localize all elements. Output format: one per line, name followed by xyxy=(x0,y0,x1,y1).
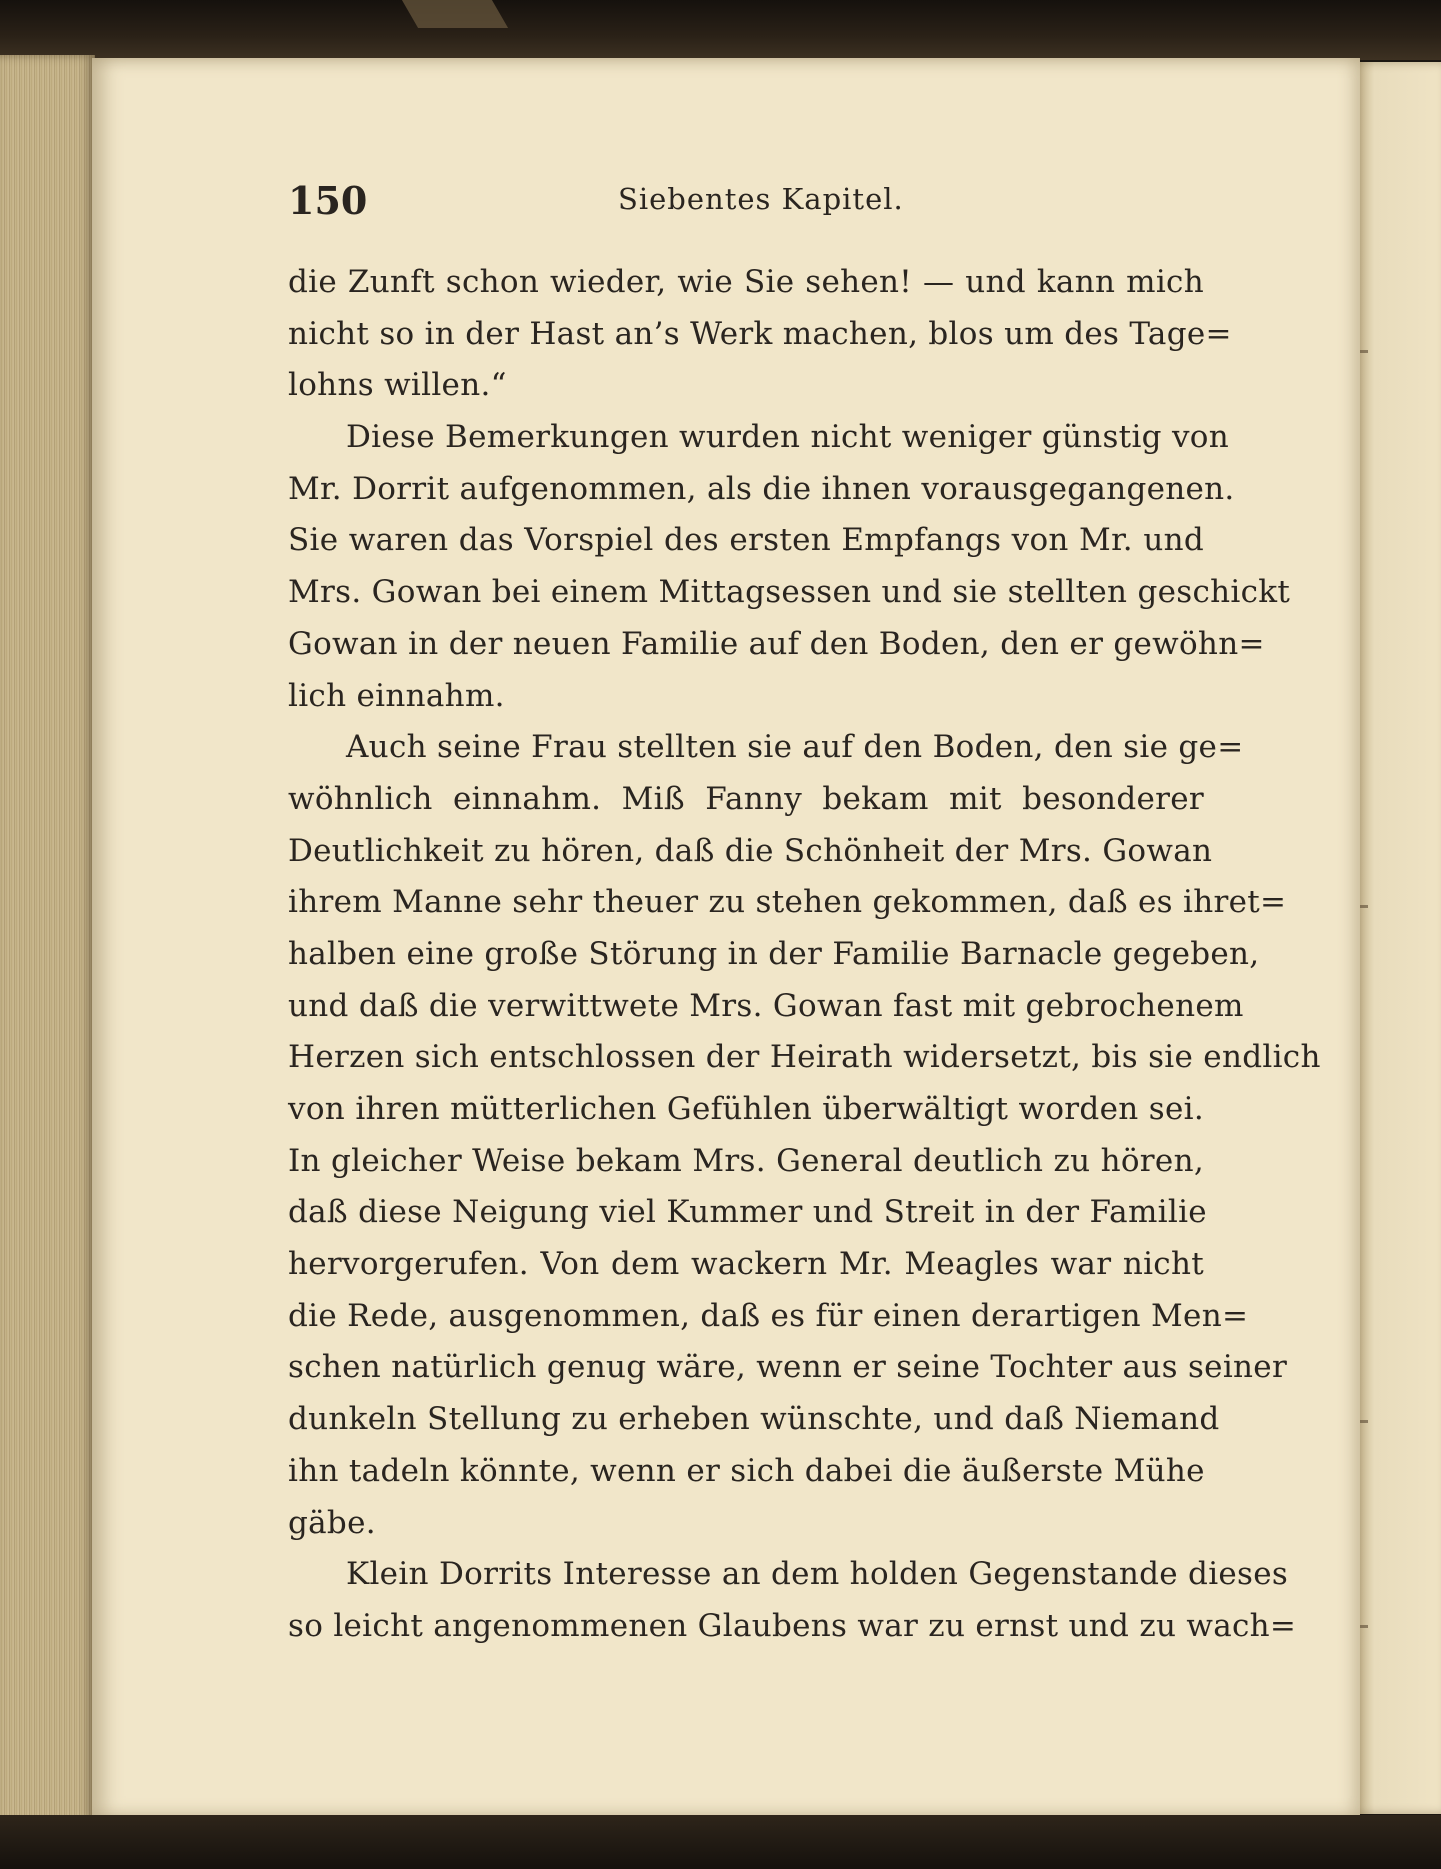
text-line: wöhnlich einnahm. Miß Fanny bekam mit besonderer xyxy=(288,780,1204,817)
text-line: so leicht angenommenen Glaubens war zu ernst und zu wach= xyxy=(288,1607,1297,1644)
text-line: Gowan in der neuen Familie auf den Boden, den er gewöhn= xyxy=(288,625,1265,662)
text-line: nicht so in der Hast an’s Werk machen, blos um des Tage= xyxy=(288,315,1232,352)
text-line: die Zunft schon wieder, wie Sie sehen! — und kann mich xyxy=(288,264,1204,300)
margin-mark xyxy=(1360,1420,1368,1423)
text-line: Sie waren das Vorspiel des ersten Empfangs von Mr. und xyxy=(288,522,1204,559)
margin-mark xyxy=(1360,350,1368,353)
text-line: Mrs. Gowan bei einem Mittagsessen und sie stellten geschickt xyxy=(288,574,1291,611)
page-body xyxy=(288,257,1321,1653)
text-line: Herzen sich entschlossen der Heirath widersetzt, bis sie endlich xyxy=(288,1039,1321,1076)
bookmark-ribbon xyxy=(402,0,508,28)
margin-mark xyxy=(1360,905,1368,908)
text-line: schen natürlich genug wäre, wenn er seine Tochter aus seiner xyxy=(288,1349,1288,1386)
text-line: Auch seine Frau stellten sie auf den Boden, den sie ge= xyxy=(346,729,1244,766)
text-line: lich einnahm. xyxy=(288,677,505,714)
text-line: daß diese Neigung viel Kummer und Streit in der Familie xyxy=(288,1194,1207,1231)
page-stack-edges xyxy=(0,55,95,1825)
text-line: lohns willen.“ xyxy=(288,367,507,404)
text-line: Deutlichkeit zu hören, daß die Schönheit der Mrs. Gowan xyxy=(288,832,1213,869)
text-line: halben eine große Störung in der Familie Barnacle gegeben, xyxy=(288,935,1260,972)
running-head: Siebentes Kapitel. xyxy=(618,182,904,216)
text-line: gäbe. xyxy=(288,1504,376,1541)
text-line: hervorgerufen. Von dem wackern Mr. Meagles war nicht xyxy=(288,1246,1204,1283)
text-line: Mr. Dorrit aufgenommen, als die ihnen vorausgegangenen. xyxy=(288,470,1235,507)
book-binding-top xyxy=(0,0,1441,60)
page-header xyxy=(288,178,1204,228)
text-line: die Rede, ausgenommen, daß es für einen derartigen Men= xyxy=(288,1297,1249,1334)
page-number: 150 xyxy=(288,178,368,223)
text-line: dunkeln Stellung zu erheben wünschte, und daß Niemand xyxy=(288,1401,1220,1438)
facing-page-edge xyxy=(1352,62,1441,1814)
text-line: und daß die verwittwete Mrs. Gowan fast mit gebrochenem xyxy=(288,987,1244,1024)
text-line: Klein Dorrits Interesse an dem holden Gegenstande dieses xyxy=(346,1556,1289,1593)
text-line: ihrem Manne sehr theuer zu stehen gekommen, daß es ihret= xyxy=(288,884,1287,921)
book-binding-bottom xyxy=(0,1815,1441,1869)
text-line: Diese Bemerkungen wurden nicht weniger günstig von xyxy=(346,419,1229,456)
text-line: von ihren mütterlichen Gefühlen überwältigt worden sei. xyxy=(288,1091,1204,1127)
margin-mark xyxy=(1360,1625,1368,1628)
text-line: ihn tadeln könnte, wenn er sich dabei die äußerste Mühe xyxy=(288,1452,1205,1489)
text-line: In gleicher Weise bekam Mrs. General deutlich zu hören, xyxy=(288,1142,1204,1179)
